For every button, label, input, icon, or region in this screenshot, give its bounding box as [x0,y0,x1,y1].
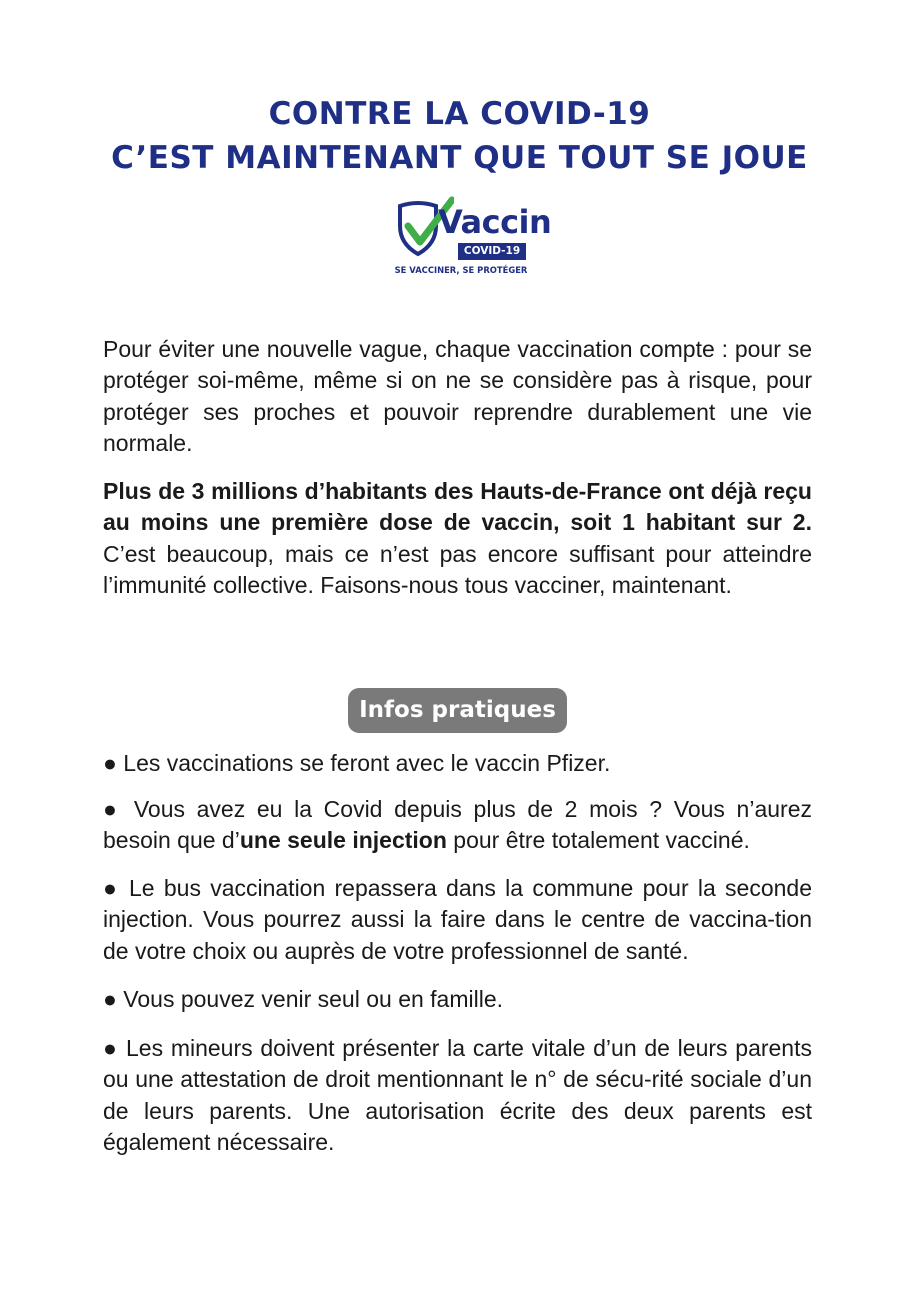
stats-highlight: Plus de 3 millions d’habitants des Hauts-de-France ont déjà reçu au moins une première dose de vaccin, soit 1 habitant sur 2. [103,478,812,536]
info-item-text: Vous pouvez venir seul ou en famille. [116,986,504,1012]
info-item [103,748,812,779]
info-item-text: Les mineurs doivent présenter la carte vitale d’un de leurs parents ou une attestation de droit mentionnant le n° de sécu-rité sociale d’un de leurs parents. Une autorisation écrite des deux parents est également nécessaire. [103,1035,812,1155]
intro-paragraph: Pour éviter une nouvelle vague, chaque vaccination compte : pour se protéger soi-même, même si on ne se considère pas à risque, pour protéger ses proches et pouvoir reprendre durablement une vie normale. [103,336,812,456]
page-title [0,92,919,180]
vaccin-covid-logo [394,196,552,280]
bullet-dot-icon: ● [103,750,117,776]
info-item-text: Les vaccinations se feront avec le vaccin Pfizer. [116,750,611,776]
logo-slogan: SE VACCINER, SE PROTÉGER [394,265,528,275]
infos-heading-pill: Infos pratiques [348,688,567,733]
info-item [103,873,812,967]
info-item-highlight: une seule injection [239,827,447,854]
stats-paragraph [103,476,812,601]
info-item [103,794,812,857]
stats-rest: C’est beaucoup, mais ce n’est pas encore suffisant pour atteindre l’immunité collective. Faisons-nous tous vacciner, maintenant. [103,540,812,598]
info-item-text: Le bus vaccination repassera dans la commune pour la seconde injection. Vous pourrez aussi la faire dans le centre de vaccina-tion de votre choix ou auprès de votre professionnel de santé. [103,875,812,964]
title-line-1: CONTRE LA COVID-19 [268,96,651,132]
logo-badge: COVID-19 [458,243,526,260]
bullet-dot-icon: ● [103,875,120,901]
info-item-text: Vous avez eu la Covid depuis plus de 2 mois ? Vous n’aurez besoin que d’ [103,796,812,854]
bullet-dot-icon: ● [103,796,123,822]
info-item-text: pour être totalement vacciné. [446,827,750,854]
info-item [103,1033,812,1158]
title-line-2: C’EST MAINTENANT QUE TOUT SE JOUE [111,140,808,176]
bullet-dot-icon: ● [103,1035,119,1061]
bullet-dot-icon: ● [103,986,117,1012]
info-item [103,984,812,1015]
logo-word: Vaccin [438,203,552,241]
